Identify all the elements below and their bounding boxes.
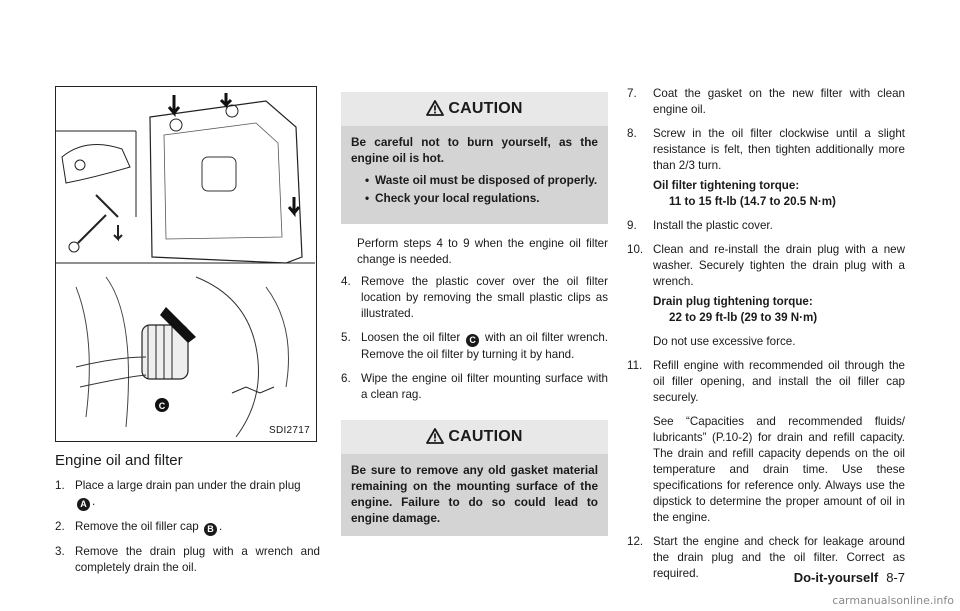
- torque-label: Oil filter tightening torque:: [653, 179, 800, 192]
- page-number: 8-7: [886, 570, 905, 585]
- svg-text:C: C: [158, 401, 166, 411]
- step-4: 4. Remove the plastic cover over the oil filter location by removing the small plastic clips as illustrated.: [341, 275, 608, 320]
- caution-heading: CAUTION: [341, 92, 608, 126]
- caution-text: Be careful not to burn yourself, as the engine oil is hot.: [351, 135, 598, 165]
- section-title: Engine oil and filter: [55, 452, 183, 469]
- step-8: 8. Screw in the oil filter clockwise until a slight resistance is felt, then tighten additionally more than 2/3 turn. Oil filter tightening torque: 11 to 15 ft-lb (14.7 to 20.5 N·m): [627, 127, 905, 208]
- step-1: 1. Place a large drain pan under the drain plug A .: [55, 479, 301, 509]
- step-12: 12. Start the engine and check for leakage around the drain plug and the oil filter. Correct as required.: [627, 535, 905, 580]
- step-10: 10. Clean and re-install the drain plug with a new washer. Securely tighten the drain plug with a wrench. Drain plug tightening torque: 22 to 29 ft-lb (29 to 39 N·m) Do not use excessive force.: [627, 243, 905, 348]
- figure-code: SDI2717: [268, 425, 310, 436]
- torque-label: Drain plug tightening torque:: [653, 295, 813, 308]
- caution-text: Be sure to remove any old gasket material remaining on the mounting surface of the engine. Failure to do so could lead to engine damage.: [351, 463, 598, 525]
- caution-bullet: • Waste oil must be disposed of properly.: [365, 172, 598, 188]
- marker-c-icon: C: [466, 334, 479, 347]
- step-note: Do not use excessive force.: [653, 335, 796, 348]
- step-9: 9. Install the plastic cover.: [627, 219, 773, 232]
- caution-bullet: • Check your local regulations.: [365, 190, 598, 206]
- torque-value: 11 to 15 ft-lb (14.7 to 20.5 N·m): [669, 195, 836, 208]
- footer-section: Do-it-yourself: [793, 570, 879, 585]
- engine-illustration: [56, 87, 315, 440]
- step-5: 5. Loosen the oil filter C with an oil filter wrench. Remove the oil filter by turning it by hand.: [341, 331, 608, 361]
- caution-bullets: [351, 172, 598, 206]
- illustration-figure: [55, 86, 317, 442]
- steps-column-1: [55, 478, 320, 584]
- torque-value: 22 to 29 ft-lb (29 to 39 N·m): [669, 311, 818, 324]
- warning-triangle-icon: [426, 428, 444, 444]
- step-7: 7. Coat the gasket on the new filter with clean engine oil.: [627, 87, 905, 116]
- step-11: 11. Refill engine with recommended oil through the oil filler opening, and install the oil filler cap securely. See “Capacities and recommended fluids/ lubricants” (P.10-2) for drain and refill capacity. The drain and refill capacity depends on the oil temperature and drain time. Use these specifications for reference only. Always use the dipstick to determine the proper amount of oil in the engine.: [627, 359, 905, 524]
- step-note: See “Capacities and recommended fluids/ lubricants” (P.10-2) for drain and refill capacity. The drain and refill capacity depends on the oil temperature and drain time. Use these specifications for reference only. Always use the dipstick to determine the proper amount of oil in the engine.: [653, 415, 905, 524]
- marker-a-icon: A: [77, 498, 90, 511]
- caution-box-1: [341, 92, 608, 224]
- step-3: 3. Remove the drain plug with a wrench and completely drain the oil.: [55, 545, 320, 574]
- caution-box-2: [341, 420, 608, 536]
- marker-b-icon: B: [204, 523, 217, 536]
- watermark: carmanualsonline.info: [832, 594, 954, 607]
- caution-heading: CAUTION: [341, 420, 608, 454]
- steps-column-3: [627, 86, 905, 590]
- step-2: 2. Remove the oil filler cap B .: [55, 520, 223, 534]
- steps-column-2: [341, 274, 608, 411]
- warning-triangle-icon: [426, 100, 444, 116]
- step-6: 6. Wipe the engine oil filter mounting surface with a clean rag.: [341, 372, 608, 401]
- page-footer: [794, 570, 905, 585]
- perform-note: Perform steps 4 to 9 when the engine oil filter change is needed.: [357, 237, 608, 266]
